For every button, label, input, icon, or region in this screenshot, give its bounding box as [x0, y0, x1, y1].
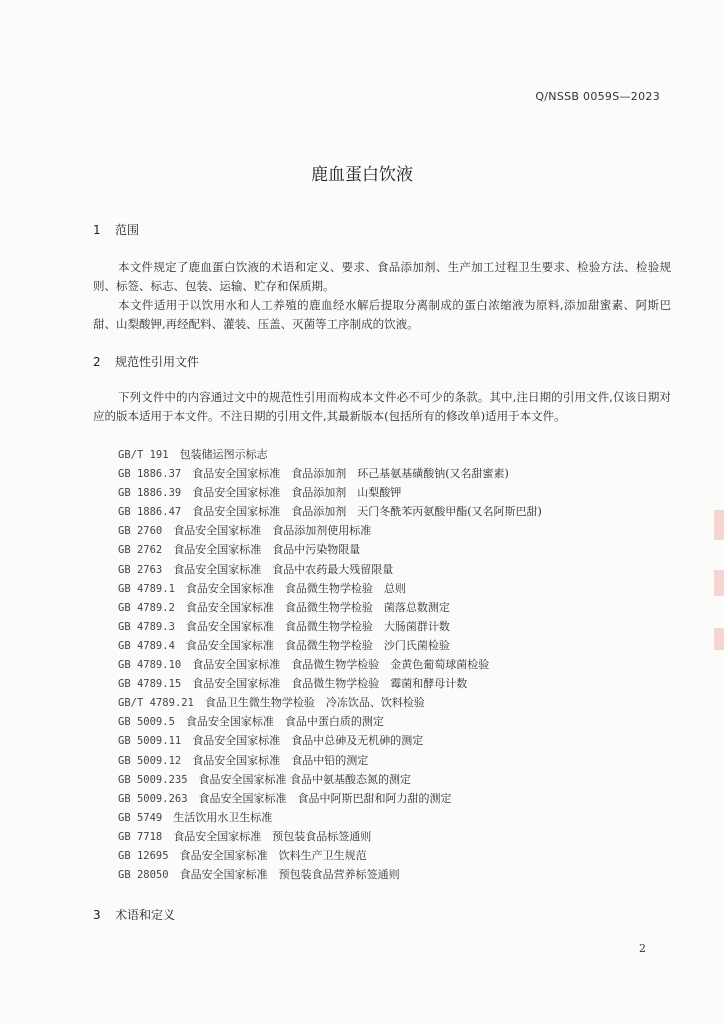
reference-title: 食品安全国家标准 食品中阿斯巴甜和阿力甜的测定 — [198, 791, 452, 805]
reference-title: 包装储运图示标志 — [179, 448, 268, 461]
reference-item — [118, 617, 678, 636]
reference-title: 生活饮用水卫生标准 — [173, 810, 273, 824]
reference-item — [118, 693, 678, 712]
reference-title: 食品安全国家标准 食品微生物学检验 大肠菌群计数 — [185, 619, 450, 633]
reference-code: GB 4789.15 — [118, 678, 182, 691]
reference-title: 食品安全国家标准 预包装食品标签通则 — [173, 829, 372, 843]
section-title: 规范性引用文件 — [115, 355, 200, 369]
scan-edge-mark — [714, 570, 724, 596]
scope-paragraph-2: 本文件适用于以饮用水和人工养殖的鹿血经水解后提取分离制成的蛋白浓缩液为原料,添加甜蜜素、阿斯巴甜、山梨酸钾,再经配料、灌装、压盖、灭菌等工序制成的饮液。 — [93, 298, 671, 331]
reference-code: GB 4789.2 — [118, 601, 175, 614]
reference-code: GB/T 4789.21 — [118, 697, 194, 710]
reference-item — [118, 751, 678, 770]
reference-list — [118, 445, 678, 884]
document-title: 鹿血蛋白饮液 — [311, 165, 413, 185]
reference-code: GB 7718 — [118, 830, 163, 843]
section-number: 1 — [93, 223, 101, 237]
reference-item — [118, 674, 678, 693]
reference-item — [118, 731, 678, 750]
section-number: 3 — [93, 908, 101, 922]
reference-title: 食品安全国家标准 食品添加剂 环己基氨基磺酸钠(又名甜蜜素) — [192, 467, 509, 481]
reference-title: 食品安全国家标准 食品微生物学检验 霉菌和酵母计数 — [192, 677, 468, 691]
reference-item — [118, 808, 678, 827]
reference-code: GB 5749 — [118, 811, 163, 824]
scan-edge-mark — [714, 628, 724, 650]
reference-code: GB 1886.39 — [118, 487, 182, 500]
reference-code: GB 28050 — [118, 869, 169, 882]
reference-title: 食品安全国家标准 食品中氨基酸态氮的测定 — [198, 772, 412, 786]
reference-item — [118, 827, 678, 846]
reference-code: GB 4789.10 — [118, 659, 182, 672]
reference-item — [118, 483, 678, 502]
section-heading-normative-refs — [93, 353, 199, 370]
reference-code: GB/T 191 — [118, 449, 169, 461]
reference-item — [118, 636, 678, 655]
reference-title: 食品安全国家标准 食品微生物学检验 沙门氏菌检验 — [185, 638, 450, 652]
scope-paragraph-1: 本文件规定了鹿血蛋白饮液的术语和定义、要求、食品添加剂、生产加工过程卫生要求、检验方法、检验规则、标签、标志、包装、运输、贮存和保质期。 — [93, 260, 671, 293]
section-title: 术语和定义 — [115, 908, 176, 922]
reference-code: GB 5009.11 — [118, 735, 182, 748]
reference-item — [118, 846, 678, 865]
section-heading-terms — [93, 906, 175, 923]
reference-item — [118, 770, 678, 789]
reference-title: 食品安全国家标准 饮料生产卫生规范 — [179, 848, 367, 862]
reference-title: 食品安全国家标准 食品添加剂使用标准 — [173, 524, 372, 538]
section-title: 范围 — [115, 223, 140, 237]
reference-code: GB 5009.12 — [118, 754, 182, 767]
reference-title: 食品安全国家标准 食品添加剂 天门冬酰苯丙氨酸甲酯(又名阿斯巴甜) — [192, 505, 542, 519]
reference-title: 食品安全国家标准 食品中铅的测定 — [192, 753, 369, 767]
reference-item — [118, 579, 678, 598]
reference-code: GB 2762 — [118, 544, 163, 557]
reference-title: 食品安全国家标准 预包装食品营养标签通则 — [179, 868, 400, 882]
reference-title: 食品安全国家标准 食品中蛋白质的测定 — [185, 715, 384, 729]
reference-code: GB 4789.3 — [118, 620, 175, 633]
reference-item — [118, 598, 678, 617]
reference-item — [118, 560, 678, 579]
reference-code: GB 12695 — [118, 849, 169, 862]
scan-edge-mark — [714, 510, 724, 540]
reference-code: GB 4789.1 — [118, 582, 175, 595]
reference-title: 食品安全国家标准 食品微生物学检验 金黄色葡萄球菌检验 — [192, 658, 490, 672]
reference-code: GB 5009.235 — [118, 773, 188, 786]
page-number: 2 — [639, 942, 646, 955]
reference-item — [118, 655, 678, 674]
reference-item — [118, 445, 678, 464]
reference-title: 食品安全国家标准 食品中总砷及无机砷的测定 — [192, 734, 424, 748]
reference-code: GB 1886.37 — [118, 468, 182, 481]
reference-item — [118, 789, 678, 808]
section-heading-scope — [93, 221, 139, 238]
reference-code: GB 2763 — [118, 563, 163, 576]
reference-code: GB 4789.4 — [118, 639, 175, 652]
reference-title: 食品安全国家标准 食品添加剂 山梨酸钾 — [192, 486, 402, 500]
reference-title: 食品安全国家标准 食品微生物学检验 菌落总数测定 — [185, 600, 450, 614]
reference-item — [118, 865, 678, 884]
reference-code: GB 2760 — [118, 525, 163, 538]
normative-refs-intro: 下列文件中的内容通过文中的规范性引用而构成本文件必不可少的条款。其中,注日期的引用文件,仅该日期对应的版本适用于本文件。不注日期的引用文件,其最新版本(包括所有的修改单)适用于本文件。 — [93, 390, 671, 423]
reference-title: 食品安全国家标准 食品中污染物限量 — [173, 543, 361, 557]
reference-code: GB 1886.47 — [118, 506, 182, 519]
reference-title: 食品安全国家标准 食品微生物学检验 总则 — [185, 581, 406, 595]
section-number: 2 — [93, 355, 101, 369]
reference-item — [118, 464, 678, 483]
reference-code: GB 5009.5 — [118, 716, 175, 729]
reference-item — [118, 540, 678, 559]
reference-item — [118, 712, 678, 731]
reference-item — [118, 502, 678, 521]
reference-title: 食品卫生微生物学检验 冷冻饮品、饮料检验 — [204, 696, 425, 710]
standard-code: Q/NSSB 0059S—2023 — [535, 90, 660, 103]
reference-title: 食品安全国家标准 食品中农药最大残留限量 — [173, 562, 394, 576]
reference-item — [118, 521, 678, 540]
reference-code: GB 5009.263 — [118, 792, 188, 805]
